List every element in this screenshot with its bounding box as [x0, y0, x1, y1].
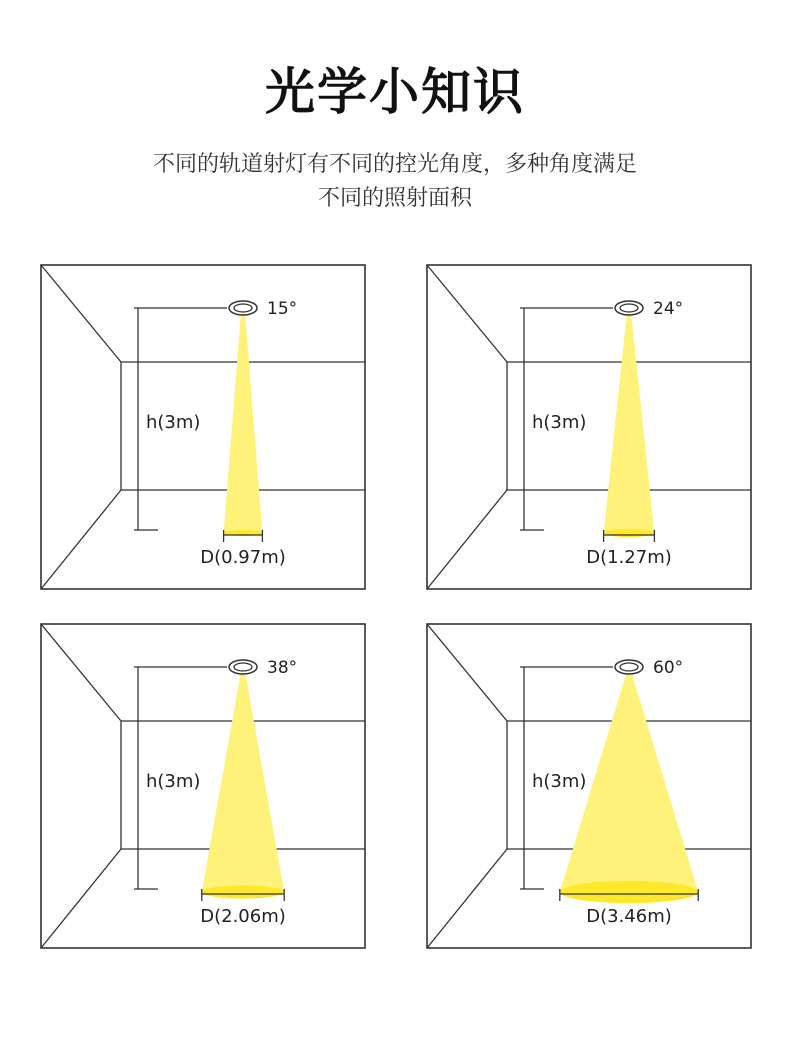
ceiling-diagonal: [427, 265, 507, 362]
room-lines: [427, 265, 751, 589]
room-diagram: [40, 264, 366, 590]
room-diagram: [40, 623, 366, 949]
light-spot: [560, 881, 698, 903]
height-label: h(3m): [146, 412, 201, 433]
room-lines: [41, 624, 365, 948]
room-lines: [41, 265, 365, 589]
height-label: h(3m): [532, 412, 587, 433]
beam-angle-label: 15°: [267, 299, 298, 319]
beam-panel-24: [426, 264, 752, 590]
beam-angle-label: 38°: [267, 658, 298, 678]
spotlight-icon: [229, 660, 257, 674]
light-spot: [604, 529, 655, 537]
room-frame: [427, 265, 751, 589]
ceiling-diagonal: [427, 624, 507, 721]
spotlight-icon: [229, 301, 257, 315]
beam-angle-label: 60°: [653, 658, 684, 678]
diameter-label: D(0.97m): [200, 547, 286, 568]
beam-panel-38: [40, 623, 366, 949]
light-beam: [224, 312, 263, 533]
lamp-inner-ring: [620, 304, 638, 312]
spotlight-icon: [615, 660, 643, 674]
light-beam: [604, 312, 655, 533]
beam-angle-label: 24°: [653, 299, 684, 319]
beam-panel-60: [426, 623, 752, 949]
room-diagram: [426, 264, 752, 590]
floor-diagonal: [41, 849, 121, 948]
room-frame: [41, 265, 365, 589]
diameter-label: D(2.06m): [200, 906, 286, 927]
light-beam: [202, 671, 284, 892]
page-subtitle: [0, 148, 790, 216]
subtitle-line-1: 不同的轨道射灯有不同的控光角度，多种角度满足: [152, 152, 637, 177]
height-label: h(3m): [532, 771, 587, 792]
ceiling-diagonal: [41, 624, 121, 721]
room-frame: [41, 624, 365, 948]
room-diagram: [426, 623, 752, 949]
page-title: 光学小知识: [265, 63, 525, 121]
diameter-label: D(1.27m): [586, 547, 672, 568]
height-label: h(3m): [146, 771, 201, 792]
lamp-inner-ring: [620, 663, 638, 671]
floor-diagonal: [427, 490, 507, 589]
light-spot: [202, 885, 284, 898]
subtitle-line-2: 不同的照射面积: [317, 186, 472, 211]
lamp-inner-ring: [234, 304, 252, 312]
diameter-label: D(3.46m): [586, 906, 672, 927]
spotlight-icon: [615, 301, 643, 315]
ceiling-diagonal: [41, 265, 121, 362]
beam-panel-15: [40, 264, 366, 590]
floor-diagonal: [41, 490, 121, 589]
lamp-inner-ring: [234, 663, 252, 671]
floor-diagonal: [427, 849, 507, 948]
